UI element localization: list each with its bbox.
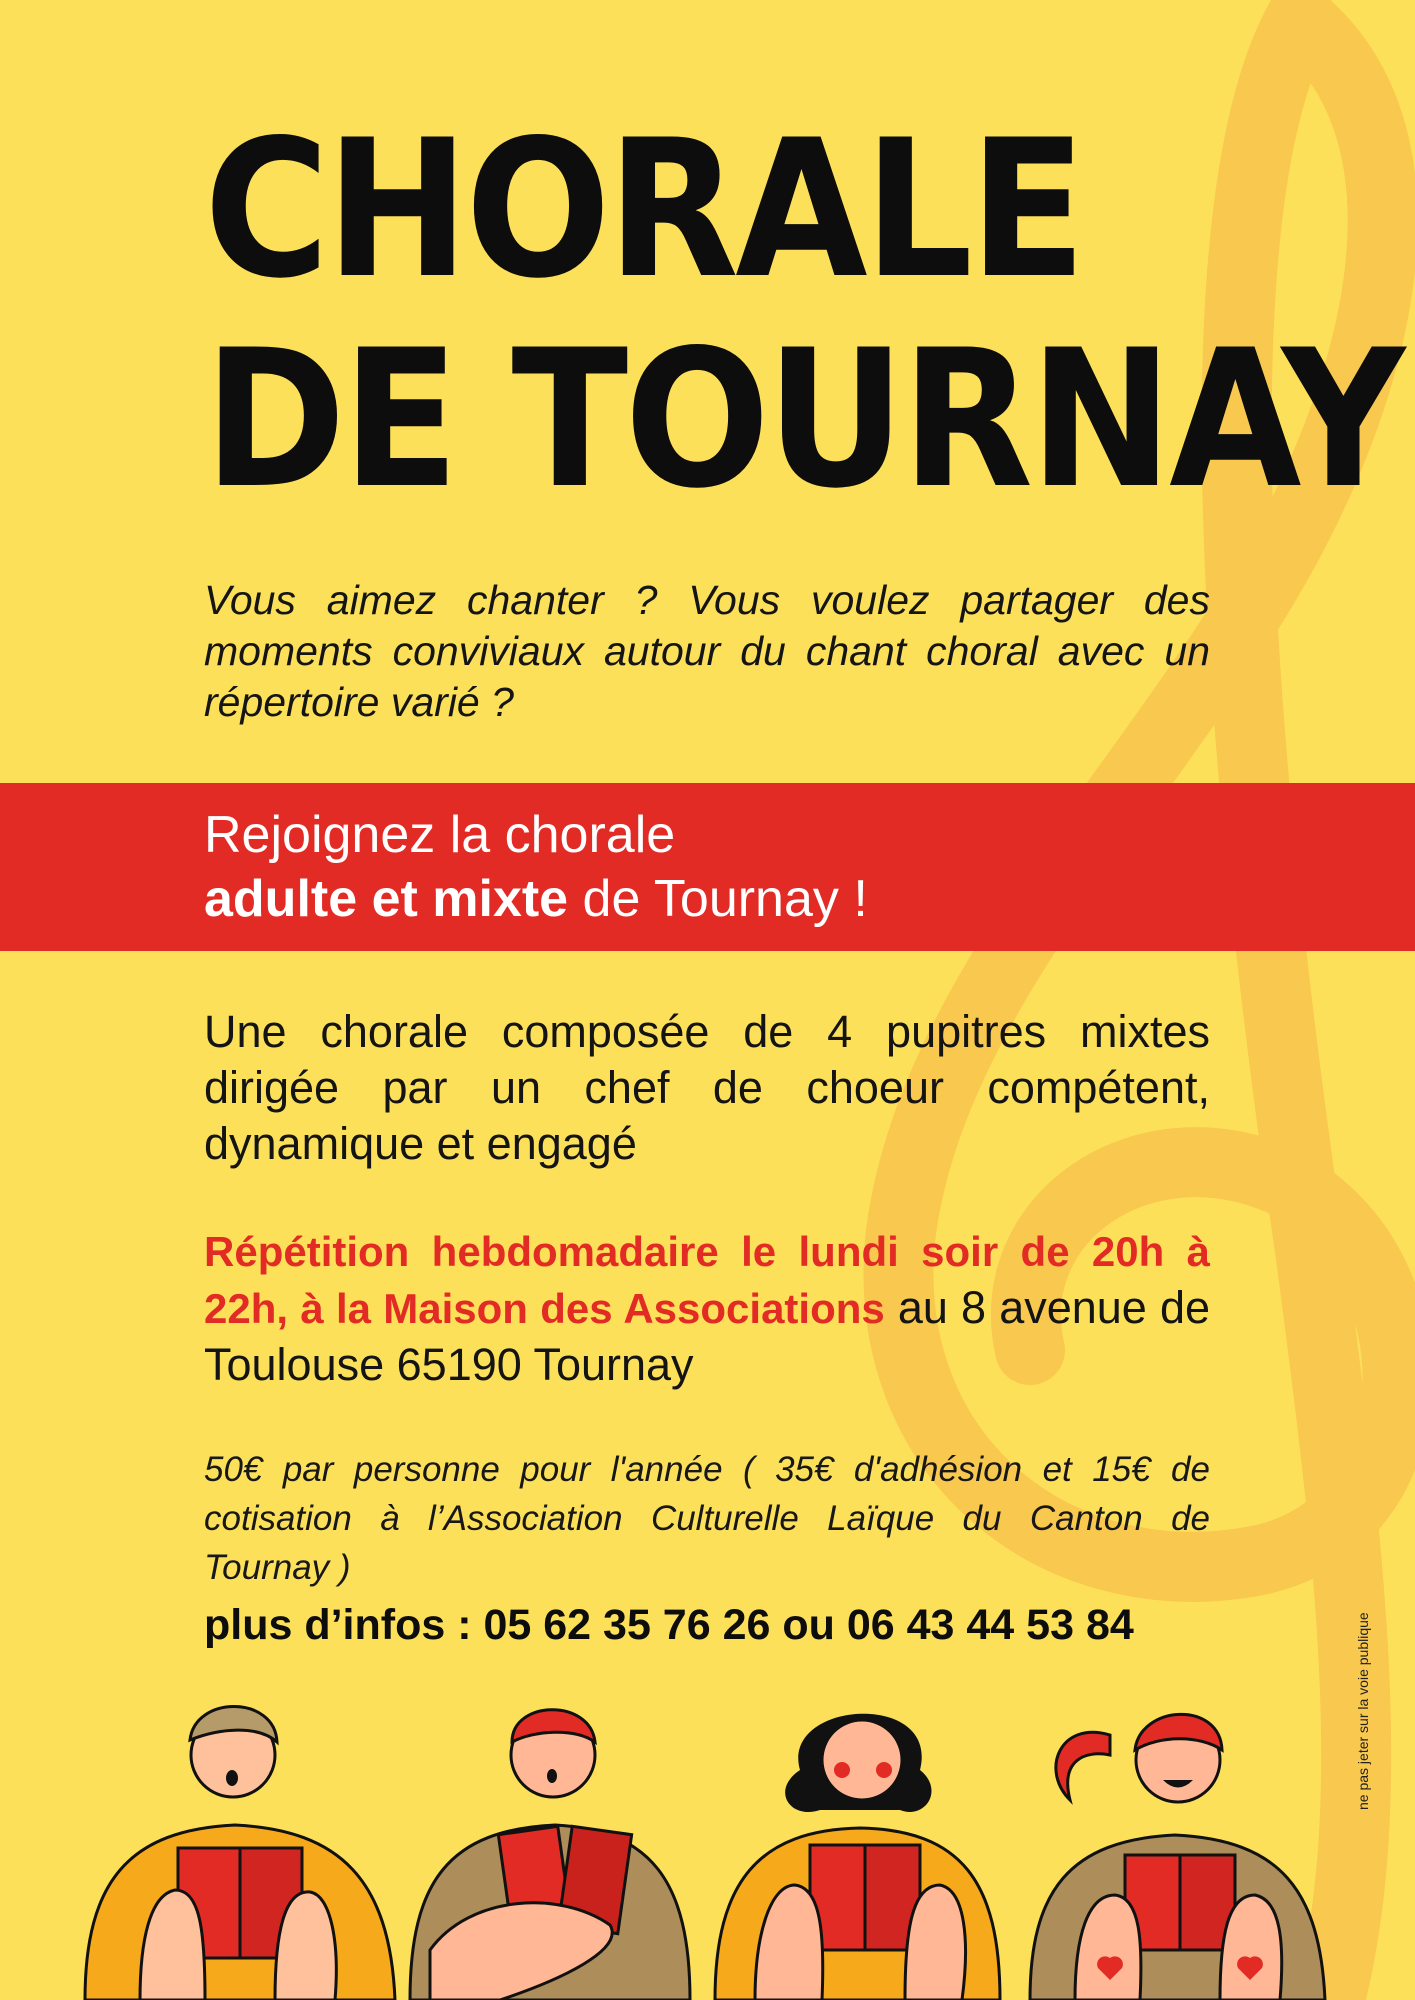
banner-rest: de Tournay !: [568, 870, 868, 928]
singer-1: [85, 1706, 395, 2000]
banner-line-1: Rejoignez la chorale: [204, 806, 676, 864]
choir-description: Une chorale composée de 4 pupitres mixtes dirigée par un chef de choeur compétent, dynamique et engagé: [204, 1006, 1210, 1169]
rehearsal-info: [204, 1224, 1210, 1394]
rehearsal-highlight: Répétition hebdomadaire le lundi soir de 20h à 22h, à la Maison des Associations: [204, 1228, 1210, 1332]
singers-illustration: [0, 1680, 1415, 2000]
title-line-2: DE TOURNAY: [204, 309, 1402, 530]
side-note: ne pas jeter sur la voie publique: [1355, 1612, 1371, 1810]
poster-title: [204, 99, 1402, 530]
banner-emphasis: adulte et mixte: [204, 870, 569, 928]
join-banner: [0, 783, 1415, 951]
rehearsal-address: au 8 avenue de Toulouse 65190 Tournay: [204, 1282, 1211, 1390]
singer-3: [715, 1714, 1000, 2000]
intro-text: Vous aimez chanter ? Vous voulez partager des moments conviviaux autour du chant choral avec un répertoire varié ?: [204, 577, 1210, 725]
title-line-1: CHORALE: [204, 99, 1083, 320]
price-info: 50€ par personne pour l'année ( 35€ d'adhésion et 15€ de cotisation à l’Association Culturelle Laïque du Canton de Tournay ): [204, 1450, 1210, 1587]
singer-4: [1030, 1714, 1325, 2000]
banner-line-2: [204, 867, 868, 931]
singer-2: [410, 1710, 690, 2000]
contact-info: plus d’infos : 05 62 35 76 26 ou 06 43 44 53 84: [204, 1601, 1134, 1649]
